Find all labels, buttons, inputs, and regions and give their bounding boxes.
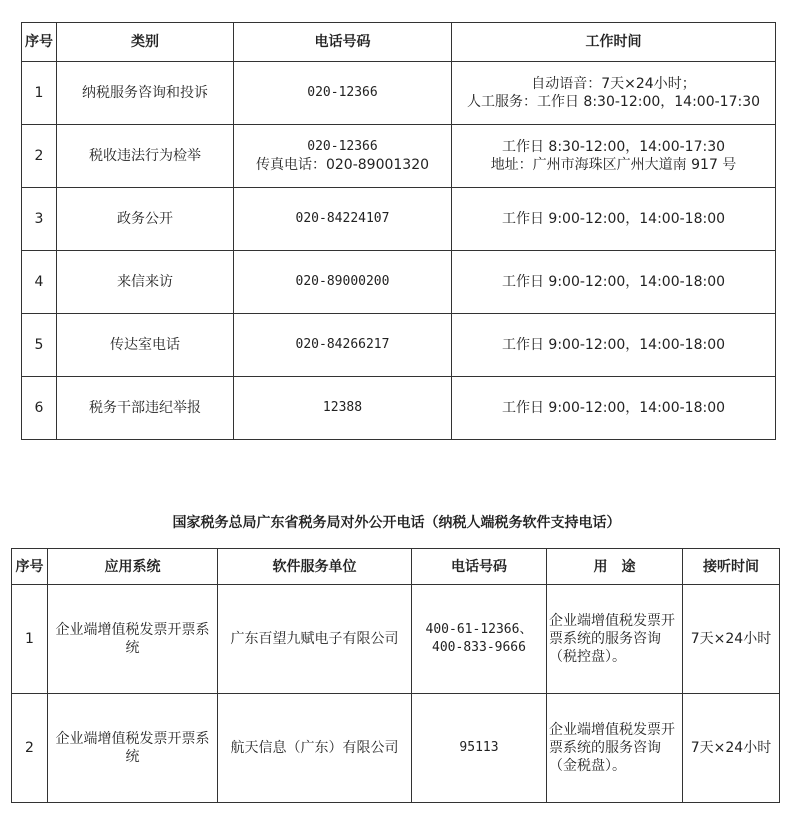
row-purpose: 企业端增值税发票开票系统的服务咨询（税控盘）。: [547, 585, 683, 694]
row-no: 1: [12, 585, 48, 694]
header-purpose: 用 途: [547, 549, 683, 585]
section-title: 国家税务总局广东省税务局对外公开电话（纳税人端税务软件支持电话）: [172, 515, 621, 531]
table-header-row: [12, 549, 780, 585]
row-hours: 7天×24小时: [683, 585, 780, 694]
table-header-row: [22, 23, 776, 62]
hours-line: 自动语音：7天×24小时；: [531, 76, 696, 92]
row-phone: 020-84266217: [234, 314, 452, 377]
header-category: 类别: [57, 23, 234, 62]
row-hours: 工作日 9:00-12:00，14:00-18:00: [452, 188, 776, 251]
hours-line: 工作日 8:30-12:00，14:00-17:30: [501, 139, 726, 155]
row-hours: 工作日 9:00-12:00，14:00-18:00: [452, 377, 776, 440]
row-phone: 95113: [412, 694, 547, 803]
header-vendor: 软件服务单位: [218, 549, 412, 585]
row-hours: [452, 125, 776, 188]
row-no: 5: [22, 314, 57, 377]
contact-table: [21, 22, 776, 440]
header-system: 应用系统: [48, 549, 218, 585]
table-row: [22, 314, 776, 377]
row-phone: [234, 125, 452, 188]
row-purpose: 企业端增值税发票开票系统的服务咨询（金税盘）。: [547, 694, 683, 803]
row-phone: 020-89000200: [234, 251, 452, 314]
phone-number: 020-12366: [307, 139, 378, 154]
row-phone: 020-84224107: [234, 188, 452, 251]
row-hours: 工作日 9:00-12:00，14:00-18:00: [452, 314, 776, 377]
table-row: [22, 62, 776, 125]
header-hours: 接听时间: [683, 549, 780, 585]
phone-number: 400-833-9666: [432, 640, 526, 655]
row-system: 企业端增值税发票开票系统: [48, 585, 218, 694]
row-hours: 7天×24小时: [683, 694, 780, 803]
row-hours: 工作日 9:00-12:00，14:00-18:00: [452, 251, 776, 314]
fax-number: 传真电话：020-89001320: [255, 157, 430, 173]
table-row: [22, 251, 776, 314]
phone-number: 400-61-12366、: [425, 622, 533, 637]
software-support-table: [11, 548, 780, 803]
row-no: 4: [22, 251, 57, 314]
row-category: 纳税服务咨询和投诉: [57, 62, 234, 125]
hours-line: 人工服务：工作日 8:30-12:00，14:00-17:30: [466, 94, 761, 110]
address-line: 地址：广州市海珠区广州大道南 917 号: [490, 157, 737, 173]
table-row: [22, 188, 776, 251]
header-no: 序号: [22, 23, 57, 62]
row-no: 6: [22, 377, 57, 440]
table-row: [22, 377, 776, 440]
row-category: 税务干部违纪举报: [57, 377, 234, 440]
row-category: 来信来访: [57, 251, 234, 314]
row-category: 传达室电话: [57, 314, 234, 377]
row-vendor: 航天信息（广东）有限公司: [218, 694, 412, 803]
header-phone: 电话号码: [234, 23, 452, 62]
row-system: 企业端增值税发票开票系统: [48, 694, 218, 803]
row-no: 1: [22, 62, 57, 125]
row-category: 税收违法行为检举: [57, 125, 234, 188]
phone-number: 020-12366: [307, 85, 378, 100]
header-phone: 电话号码: [412, 549, 547, 585]
row-hours: [452, 62, 776, 125]
row-phone: [234, 62, 452, 125]
row-no: 2: [12, 694, 48, 803]
table-row: [12, 585, 780, 694]
row-phone: [412, 585, 547, 694]
row-no: 3: [22, 188, 57, 251]
table-row: [22, 125, 776, 188]
header-hours: 工作时间: [452, 23, 776, 62]
row-vendor: 广东百望九赋电子有限公司: [218, 585, 412, 694]
row-no: 2: [22, 125, 57, 188]
table-row: [12, 694, 780, 803]
header-no: 序号: [12, 549, 48, 585]
row-phone: 12388: [234, 377, 452, 440]
row-category: 政务公开: [57, 188, 234, 251]
